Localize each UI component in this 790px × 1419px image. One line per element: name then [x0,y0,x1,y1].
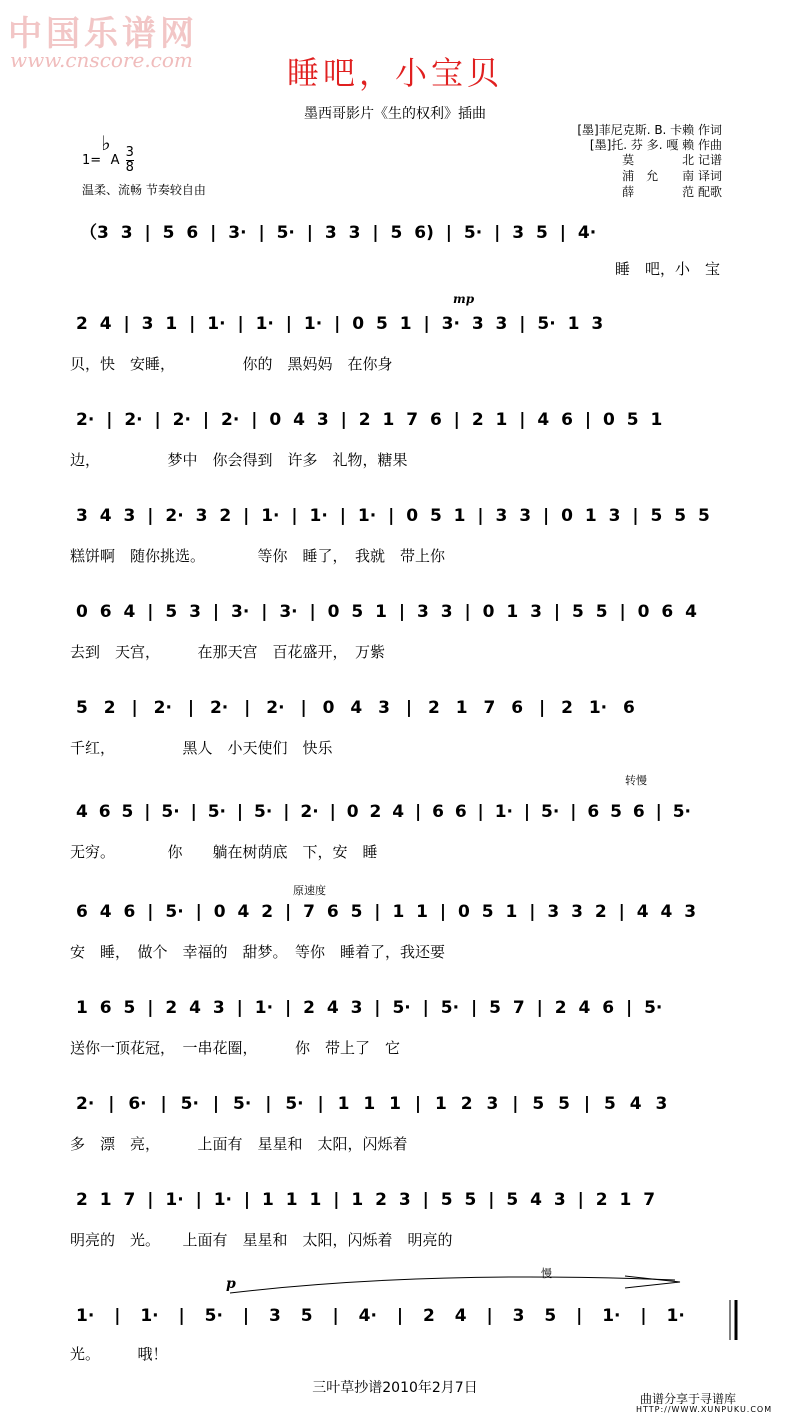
lyrics-row-10: 多 漂 亮， 上面有 星星和 太阳，闪烁着 [70,1135,408,1153]
staff-row-1 [70,212,740,252]
notes-row-6: 5 2 | 2· | 2· | 2· | 0 4 3 | 2 1 7 6 | 2 1· 6 [76,698,635,718]
time-signature [126,146,134,175]
lyrics-row-7: 无穷。 你 躺在树荫底 下，安 睡 [70,843,378,861]
staff-row-4 [70,500,740,540]
credit-composer: [墨]托. 芬 多. 嘎 赖 作曲 [589,138,722,152]
staff-row-6 [70,692,740,732]
notes-row-1: （3 3 | 5 6 | 3· | 5· | 3 3 | 5 6) | 5· | 3 5 | 4· [80,223,597,243]
tempo-slow-mark: 转慢 [625,774,647,787]
staff-row-2 [70,308,740,348]
transcription-footer: 三叶草抄谱2010年2月7日 [312,1380,478,1396]
notes-row-3: 2· | 2· | 2· | 2· | 0 4 3 | 2 1 7 6 | 2 1 | 4 6 | 0 5 1 [76,410,663,430]
notes-row-11: 2 1 7 | 1· | 1· | 1 1 1 | 1 2 3 | 5 5 | 5 4 3 | 2 1 7 [76,1190,656,1210]
lyrics-row-8: 安 睡， 做个 幸福的 甜梦。 等你 睡着了，我还要 [70,943,446,961]
key-signature [82,131,134,175]
credit-lyricist: [墨]菲尼克斯. B. 卡赖 作词 [577,123,722,137]
rit-mark: 慢 [541,1267,552,1280]
staff-row-5 [70,596,740,636]
notes-row-10: 2· | 6· | 5· | 5· | 5· | 1 1 1 | 1 2 3 | 5 5 | 5 4 3 [76,1094,668,1114]
lyrics-row-1: 睡 吧，小 宝 [614,260,720,278]
lyrics-row-9: 送你一顶花冠， 一串花圈， 你 带上了 它 [70,1039,401,1057]
notes-row-8: 6 4 6 | 5· | 0 4 2 | 7 6 5 | 1 1 | 0 5 1 | 3 3 2 | 4 4 3 [76,902,697,922]
key-note: A [110,153,120,168]
staff-row-3 [70,404,740,444]
watermark-url: www.cnscore.com [10,48,193,72]
phrase-slur-final [225,1268,685,1298]
song-title: 睡吧，小宝贝 [286,54,503,92]
notes-row-9: 1 6 5 | 2 4 3 | 1· | 2 4 3 | 5· | 5· | 5 7 | 2 4 6 | 5· [76,998,663,1018]
staff-row-7 [70,796,740,836]
credit-transcriber: 莫 北 记谱 [622,153,722,167]
time-top: 3 [125,145,134,160]
tempo-marking: 温柔、流畅 节奏较自由 [82,183,206,197]
lyrics-row-3: 边， 梦中 你会得到 许多 礼物，糖果 [70,451,408,469]
notes-row-5: 0 6 4 | 5 3 | 3· | 3· | 0 5 1 | 3 3 | 0 1 3 | 5 5 | 0 6 4 [76,602,697,622]
lyrics-row-2: 贝，快 安睡， 你的 黑妈妈 在你身 [70,355,393,373]
notes-row-12: 1· | 1· | 5· | 3 5 | 4· | 2 4 | 3 5 | 1· | 1· [76,1306,685,1326]
notes-row-4: 3 4 3 | 2· 3 2 | 1· | 1· | 1· | 0 5 1 | 3 3 | 0 1 3 | 5 5 5 [76,506,710,526]
watermark-logo: 中国乐谱网 [8,14,198,54]
credit-arranger: 薛 范 配歌 [622,185,722,199]
share-url[interactable]: HTTP://WWW.XUNPUKU.COM [636,1405,773,1414]
staff-row-11 [70,1184,740,1224]
dynamic-mp: mp [453,292,475,306]
lyrics-row-5: 去到 天宫， 在那天宫 百花盛开， 万紫 [70,643,386,661]
lyrics-row-12: 光。 哦！ [70,1345,168,1363]
song-subtitle: 墨西哥影片《生的权利》插曲 [304,106,486,122]
notes-row-7: 4 6 5 | 5· | 5· | 5· | 2· | 0 2 4 | 6 6 | 1· | 5· | 6 5 6 | 5· [76,802,692,822]
staff-row-12 [70,1300,740,1340]
lyrics-row-6: 千红， 黑人 小天使们 快乐 [70,739,333,757]
final-barline [70,1300,740,1340]
staff-row-10 [70,1088,740,1128]
lyrics-row-11: 明亮的 光。 上面有 星星和 太阳，闪烁着 明亮的 [70,1231,453,1249]
tempo-original-mark: 原速度 [293,884,326,897]
staff-row-8 [70,896,740,936]
lyrics-row-4: 糕饼啊 随你挑选。 等你 睡了， 我就 带上你 [70,547,446,565]
key-prefix: 1= [82,153,102,168]
staff-row-9 [70,992,740,1032]
flat-sign: ♭ [101,131,111,155]
share-label: 曲谱分享于寻谱库 [640,1392,737,1406]
credit-translator: 浦 允 南 译词 [622,169,722,183]
dynamic-p: p [226,1276,236,1292]
time-bottom: 8 [125,160,134,175]
notes-row-2: 2 4 | 3 1 | 1· | 1· | 1· | 0 5 1 | 3· 3 3 | 5· 1 3 [76,314,604,334]
